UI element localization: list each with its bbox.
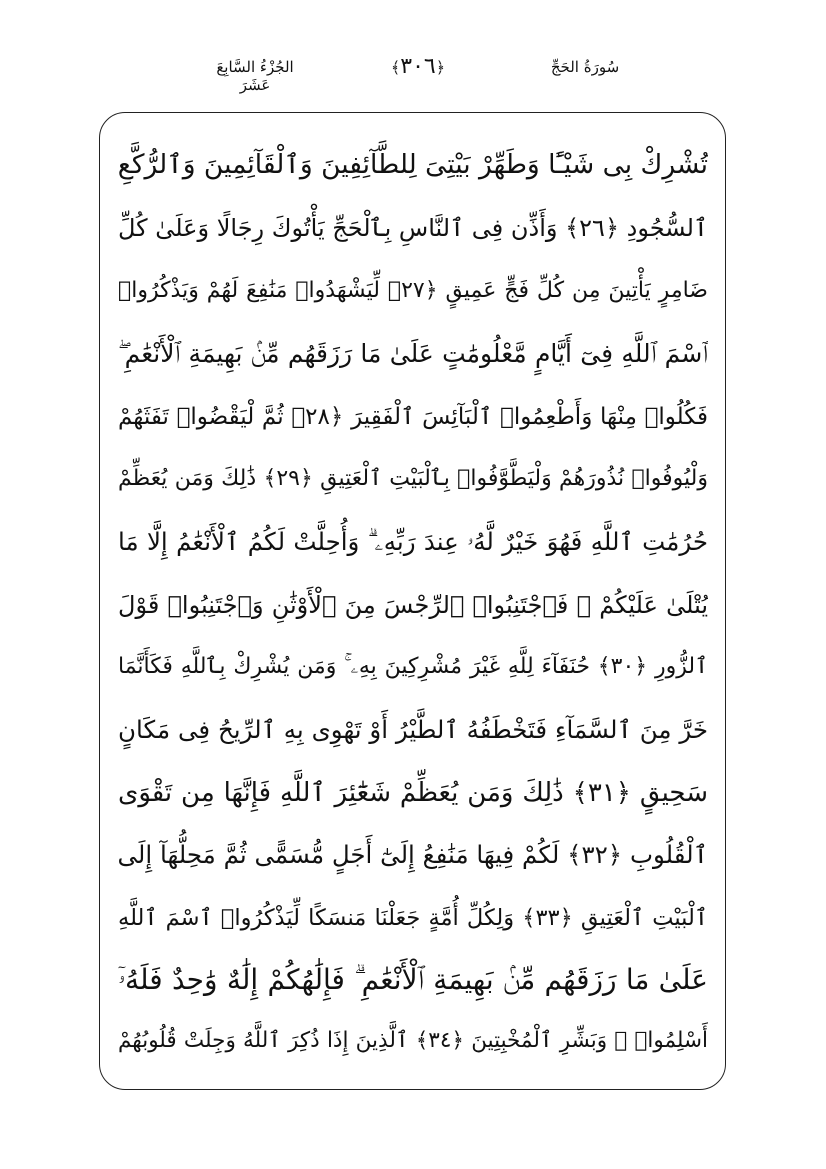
- verse-line-12: ٱلْقُلُوبِ ﴿٣٢﴾ لَكُمْ فِيهَا مَنَٰفِعُ إِلَىٰٓ أَجَلٍ مُّسَمًّى ثُمَّ مَحِلُّهَآ إِلَى: [118, 840, 708, 869]
- verse-block: [118, 134, 708, 1074]
- verse-line-11: سَحِيقٍ ﴿٣١﴾ ذَٰلِكَ وَمَن يُعَظِّمْ شَعَٰٓئِرَ ٱللَّهِ فَإِنَّهَا مِن تَقْوَى: [118, 778, 708, 808]
- verse-line-10: خَرَّ مِنَ ٱلسَّمَآءِ فَتَخْطَفُهُ ٱلطَّيْرُ أَوْ تَهْوِى بِهِ ٱلرِّيحُ فِى مَكَانٍ: [118, 715, 708, 744]
- verse-line-13: ٱلْبَيْتِ ٱلْعَتِيقِ ﴿٣٣﴾ وَلِكُلِّ أُمَّةٍ جَعَلْنَا مَنسَكًا لِّيَذْكُرُوا۟ ٱسْمَ ٱللَّهِ: [118, 905, 708, 931]
- verse-line-3: ضَامِرٍ يَأْتِينَ مِن كُلِّ فَجٍّ عَمِيقٍ ﴿٢٧﴾ لِّيَشْهَدُوا۟ مَنَٰفِعَ لَهُمْ وَيَذْكُرُوا۟: [118, 278, 708, 303]
- verse-line-4: ٱسْمَ ٱللَّهِ فِىٓ أَيَّامٍ مَّعْلُومَٰتٍ عَلَىٰ مَا رَزَقَهُم مِّنۢ بَهِيمَةِ ٱلْأَنْعَٰمِ ۖ: [118, 339, 708, 368]
- page-number-box: [380, 54, 456, 79]
- page-header: [0, 52, 826, 92]
- verse-line-5: فَكُلُوا۟ مِنْهَا وَأَطْعِمُوا۟ ٱلْبَآئِسَ ٱلْفَقِيرَ ﴿٢٨﴾ ثُمَّ لْيَقْضُوا۟ تَفَثَهُمْ: [118, 404, 708, 430]
- verse-line-7: حُرُمَٰتِ ٱللَّهِ فَهُوَ خَيْرٌ لَّهُۥ عِندَ رَبِّهِۦ ۗ وَأُحِلَّتْ لَكُمُ ٱلْأَنْعَٰمُ إِلَّا مَا: [118, 527, 708, 556]
- verse-line-6: وَلْيُوفُوا۟ نُذُورَهُمْ وَلْيَطَّوَّفُوا۟ بِٱلْبَيْتِ ٱلْعَتِيقِ ﴿٢٩﴾ ذَٰلِكَ وَمَن يُعَظِّمْ: [118, 466, 708, 491]
- ornament-left-icon: ﴿: [435, 58, 446, 77]
- verse-line-9: ٱلزُّورِ ﴿٣٠﴾ حُنَفَآءَ لِلَّهِ غَيْرَ مُشْرِكِينَ بِهِۦ ۚ وَمَن يُشْرِكْ بِٱللَّهِ فَكَأَنَّمَا: [118, 654, 708, 679]
- page-number: ٣٠٦: [400, 54, 436, 79]
- verse-line-8: يُتْلَىٰ عَلَيْكُمْ ۖ فَٱجْتَنِبُوا۟ ٱلرِّجْسَ مِنَ ٱلْأَوْثَٰنِ وَٱجْتَنِبُوا۟ قَوْلَ: [118, 591, 708, 619]
- verse-line-2: ٱلسُّجُودِ ﴿٢٦﴾ وَأَذِّن فِى ٱلنَّاسِ بِٱلْحَجِّ يَأْتُوكَ رِجَالًا وَعَلَىٰ كُلِّ: [118, 214, 708, 242]
- verse-line-15: أَسْلِمُوا۟ ۗ وَبَشِّرِ ٱلْمُخْبِتِينَ ﴿٣٤﴾ ٱلَّذِينَ إِذَا ذُكِرَ ٱللَّهُ وَجِلَتْ قُلُوبُهُمْ: [118, 1028, 708, 1053]
- surah-title: سُورَةُ الحَجِّ: [550, 58, 620, 76]
- verse-line-14: عَلَىٰ مَا رَزَقَهُم مِّنۢ بَهِيمَةِ ٱلْأَنْعَٰمِ ۗ فَإِلَٰهُكُمْ إِلَٰهٌ وَٰحِدٌ فَلَهُۥٓ: [118, 963, 708, 996]
- verse-line-1: تُشْرِكْ بِى شَيْـًٔا وَطَهِّرْ بَيْتِىَ لِلطَّآئِفِينَ وَٱلْقَآئِمِينَ وَٱلرُّكَّعِ: [118, 149, 708, 180]
- ornament-right-icon: ﴾: [390, 58, 401, 77]
- juz-title: الجُزْءُ السَّابِعَ عَشَرَ: [216, 58, 294, 94]
